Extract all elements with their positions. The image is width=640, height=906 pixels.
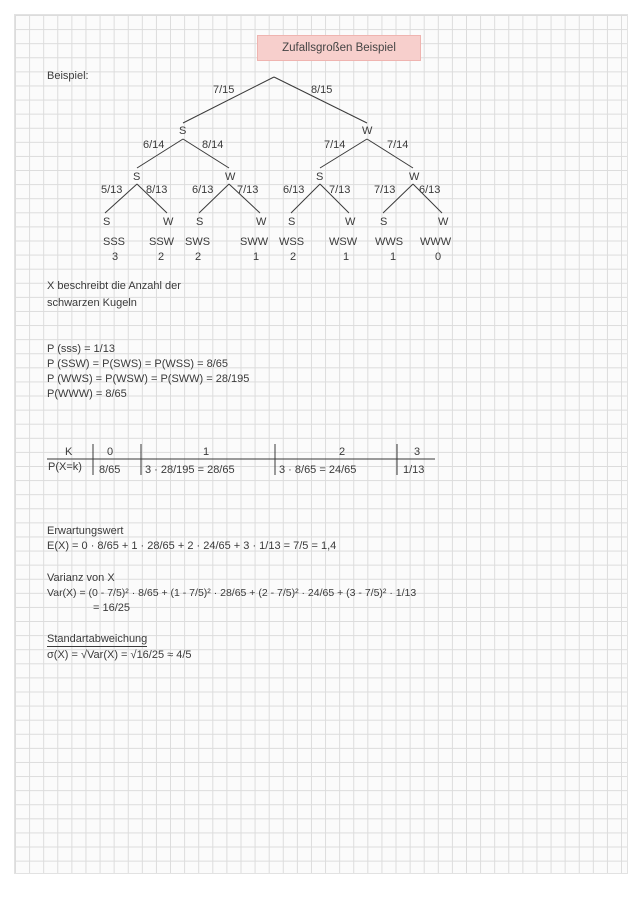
expectation-formula: E(X) = 0 · 8/65 + 1 · 28/65 + 2 · 24/65 + 3 · 1/13 = 7/5 = 1,4 <box>47 540 337 552</box>
tree-leaf: S <box>288 216 296 228</box>
grid-paper-page <box>14 14 628 874</box>
table-k-value: 2 <box>339 446 346 458</box>
count-label: 1 <box>253 251 260 263</box>
tree-leaf: W <box>256 216 267 228</box>
tree-leaf: W <box>345 216 356 228</box>
tree-leaf: S <box>380 216 388 228</box>
outcome-label: SSS <box>103 236 126 248</box>
tree-node: W <box>409 171 420 183</box>
count-label: 2 <box>290 251 297 263</box>
table-p-value: 3 · 28/195 = 28/65 <box>145 464 235 476</box>
count-label: 3 <box>112 251 119 263</box>
probability-tree-diagram <box>15 15 627 295</box>
example-label: Beispiel: <box>47 70 89 82</box>
branch-prob: 6/13 <box>192 184 214 196</box>
table-k-value: 0 <box>107 446 114 458</box>
tree-node: W <box>225 171 236 183</box>
std-heading: Standartabweichung <box>47 633 148 645</box>
branch-prob: 8/13 <box>146 184 168 196</box>
outcome-label: WWS <box>375 236 404 248</box>
table-k-label: K <box>65 446 73 458</box>
outcome-label: WSS <box>279 236 305 248</box>
variance-formula: Var(X) = (0 - 7/5)² · 8/65 + (1 - 7/5)² · 28/65 + (2 - 7/5)² · 24/65 + (3 - 7/5)² · 1/13 <box>47 587 417 599</box>
count-label: 0 <box>435 251 442 263</box>
branch-prob: 7/13 <box>374 184 396 196</box>
variance-heading: Varianz von X <box>47 572 115 584</box>
tree-leaf: S <box>196 216 204 228</box>
branch-prob: 7/14 <box>324 139 346 151</box>
branch-prob: 7/14 <box>387 139 409 151</box>
x-description-line: X beschreibt die Anzahl der <box>47 280 181 292</box>
table-k-value: 3 <box>414 446 421 458</box>
outcome-label: SWS <box>185 236 211 248</box>
probability-line: P(WWW) = 8/65 <box>47 388 127 400</box>
count-label: 1 <box>343 251 350 263</box>
count-label: 2 <box>158 251 165 263</box>
branch-prob: 5/13 <box>101 184 123 196</box>
branch-prob: 7/15 <box>213 84 235 96</box>
branch-prob: 6/13 <box>419 184 441 196</box>
branch-prob: 7/13 <box>237 184 259 196</box>
branch-prob: 6/13 <box>283 184 305 196</box>
tree-node: S <box>133 171 141 183</box>
table-p-label: P(X=k) <box>48 461 82 473</box>
tree-leaf: W <box>163 216 174 228</box>
probability-line: P (WWS) = P(WSW) = P(SWW) = 28/195 <box>47 373 250 385</box>
branch-prob: 6/14 <box>143 139 165 151</box>
branch-prob: 8/14 <box>202 139 224 151</box>
page-title: Zufallsgroßen Beispiel <box>257 35 421 61</box>
expectation-heading: Erwartungswert <box>47 525 124 537</box>
table-p-value: 8/65 <box>99 464 121 476</box>
tree-leaf: S <box>103 216 111 228</box>
outcome-label: WWW <box>420 236 452 248</box>
probability-line: P (SSW) = P(SWS) = P(WSS) = 8/65 <box>47 358 229 370</box>
outcome-label: SSW <box>149 236 175 248</box>
count-label: 2 <box>195 251 202 263</box>
branch-prob: 8/15 <box>311 84 333 96</box>
branch-prob: 7/13 <box>329 184 351 196</box>
tree-node: S <box>179 125 187 137</box>
tree-node: W <box>362 125 373 137</box>
tree-leaf: W <box>438 216 449 228</box>
table-k-value: 1 <box>203 446 210 458</box>
tree-node: S <box>316 171 324 183</box>
probability-line: P (sss) = 1/13 <box>47 343 115 355</box>
count-label: 1 <box>390 251 397 263</box>
table-p-value: 3 · 8/65 = 24/65 <box>279 464 357 476</box>
std-formula: σ(X) = √Var(X) = √16/25 ≈ 4/5 <box>47 649 192 661</box>
outcome-label: SWW <box>240 236 269 248</box>
variance-result: = 16/25 <box>93 602 131 614</box>
table-p-value: 1/13 <box>403 464 425 476</box>
outcome-label: WSW <box>329 236 358 248</box>
x-description-line: schwarzen Kugeln <box>47 297 137 309</box>
